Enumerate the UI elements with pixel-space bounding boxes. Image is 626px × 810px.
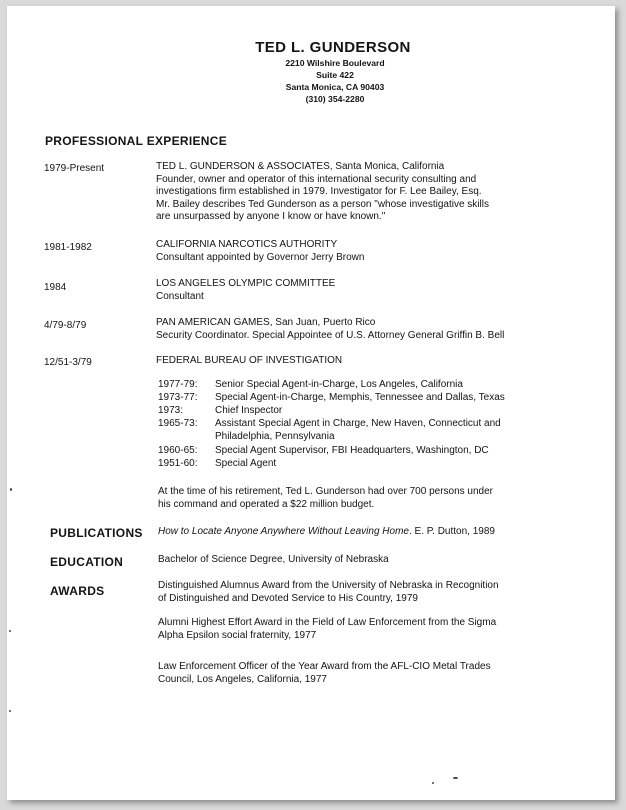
experience-entry [156,278,548,303]
award-line: Alpha Epsilon social fraternity, 1977 [158,629,317,641]
experience-entry [156,239,548,264]
award-line: Alumni Highest Effort Award in the Field of Law Enforcement from the Sigma [158,617,497,628]
entry-line: FEDERAL BUREAU OF INVESTIGATION [156,355,343,366]
publication-entry [158,526,495,539]
award-entry [158,661,550,686]
scan-speck [9,630,11,632]
history-role: Chief Inspector [215,405,283,416]
entry-line: PAN AMERICAN GAMES, San Juan, Puerto Rico [156,317,376,328]
entry-dates: 4/79-8/79 [44,320,87,331]
award-entry [158,580,550,605]
entry-line: TED L. GUNDERSON & ASSOCIATES, Santa Monica, California [156,161,445,172]
experience-entry [156,161,548,224]
address-suite: Suite 422 [316,70,354,80]
entry-line: Founder, owner and operator of this international security consulting and [156,173,477,185]
entry-line: LOS ANGELES OLYMPIC COMMITTEE [156,278,336,289]
history-role: Special Agent-in-Charge, Memphis, Tennessee and Dallas, Texas [215,392,505,403]
scan-speck [9,710,11,712]
scan-speck [453,777,458,779]
award-line: Distinguished Alumnus Award from the University of Nebraska in Recognition [158,580,499,591]
entry-line: Mr. Bailey describes Ted Gunderson as a person "whose investigative skills [156,198,489,210]
entry-line: Consultant [156,290,204,302]
history-role: Assistant Special Agent in Charge, New Haven, Connecticut and [215,418,501,429]
entry-line: CALIFORNIA NARCOTICS AUTHORITY [156,239,338,250]
entry-line: investigations firm established in 1979. Investigator for F. Lee Bailey, Esq. [156,186,482,197]
entry-line: Consultant appointed by Governor Jerry Brown [156,251,365,263]
entry-line: are unsurpassed by anyone I know or have known." [156,211,386,222]
history-role: Special Agent Supervisor, FBI Headquarters, Washington, DC [215,445,489,456]
award-line: of Distinguished and Devoted Service to His Country, 1979 [158,592,418,604]
section-heading-publications: PUBLICATIONS [50,526,143,540]
award-entry [158,617,550,642]
entry-dates: 1979-Present [44,163,105,174]
history-dates: 1960-65: [158,445,198,456]
summary-line: At the time of his retirement, Ted L. Gunderson had over 700 persons under [158,486,494,497]
experience-entry [156,317,548,342]
section-heading-awards: AWARDS [50,584,105,598]
history-dates: 1951-60: [158,458,198,469]
award-line: Council, Los Angeles, California, 1977 [158,673,327,685]
publication-title: How to Locate Anyone Anywhere Without Leaving Home [158,526,409,537]
history-role: Senior Special Agent-in-Charge, Los Angeles, California [215,379,463,390]
scan-speck [432,782,434,784]
scan-speck [10,488,12,491]
entry-dates: 1981-1982 [44,242,92,253]
resume-name: TED L. GUNDERSON [255,39,411,56]
history-dates: 1977-79: [158,379,198,390]
address-city: Santa Monica, CA 90403 [285,82,385,92]
section-heading-experience: PROFESSIONAL EXPERIENCE [45,134,228,148]
history-dates: 1973: [158,405,184,416]
history-dates: 1965-73: [158,418,198,429]
experience-entry [156,355,548,368]
summary-line: his command and operated a $22 million budget. [158,498,375,510]
history-role: Philadelphia, Pennsylvania [215,431,335,442]
award-line: Law Enforcement Officer of the Year Award from the AFL-CIO Metal Trades [158,661,491,672]
history-dates: 1973-77: [158,392,198,403]
publication-details: . E. P. Dutton, 1989 [408,526,495,537]
address-street: 2210 Wilshire Boulevard [285,58,385,68]
education-entry: Bachelor of Science Degree, University of Nebraska [158,554,389,565]
entry-line: Security Coordinator. Special Appointee of U.S. Attorney General Griffin B. Bell [156,329,505,341]
resume-page [7,6,615,800]
entry-dates: 12/51-3/79 [44,357,92,368]
section-heading-education: EDUCATION [50,555,124,569]
fbi-summary [158,486,550,511]
phone-number: (310) 354-2280 [305,94,365,104]
entry-dates: 1984 [44,282,67,293]
history-role: Special Agent [215,458,277,469]
